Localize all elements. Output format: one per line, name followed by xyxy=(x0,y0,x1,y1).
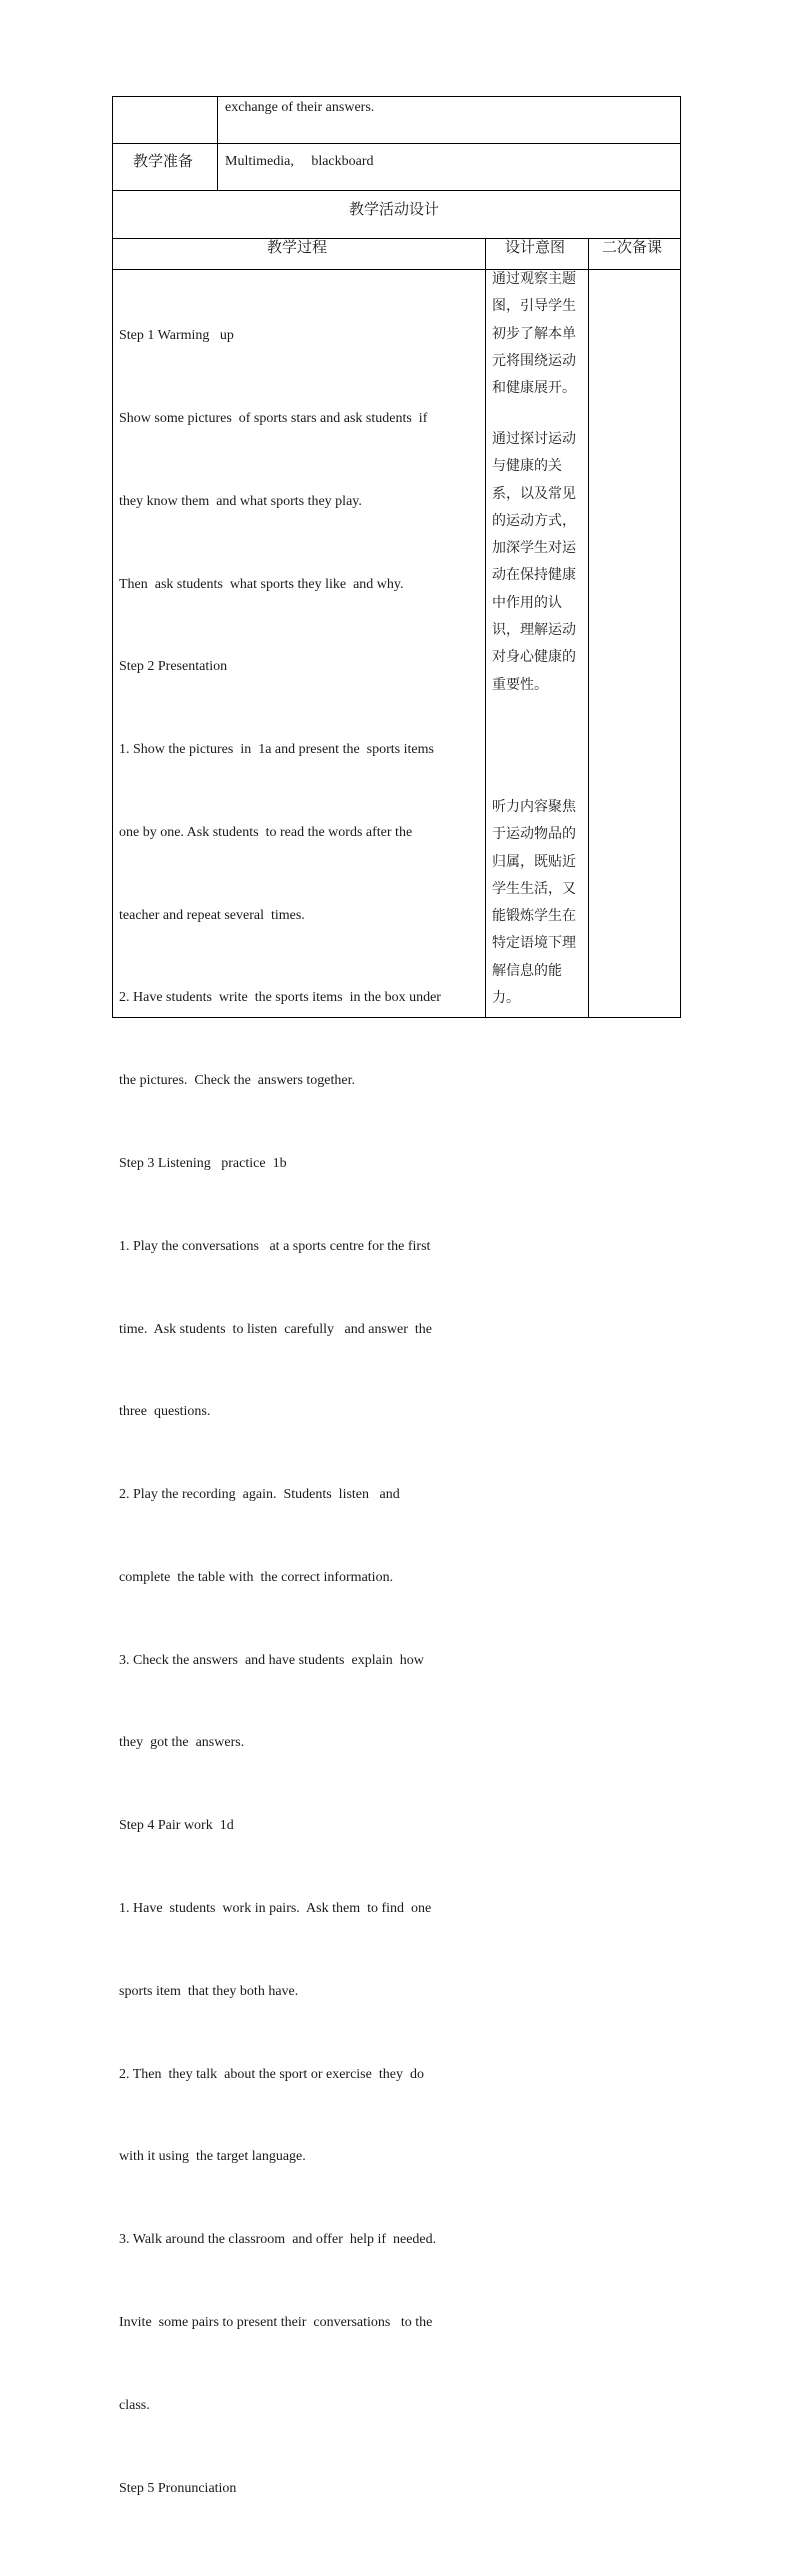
intent-line: 系，以及常见 xyxy=(492,485,576,502)
process-line: sports item that they both have. xyxy=(119,1983,299,1999)
label-column-divider xyxy=(217,96,218,191)
intent-line: 和健康展开。 xyxy=(492,380,576,397)
intent-line: 学生生活，又 xyxy=(492,880,576,897)
process-cell xyxy=(119,267,441,2557)
process-line: three questions. xyxy=(119,1404,211,1420)
intent-line: 重要性。 xyxy=(492,676,548,693)
intent-line: 对身心健康的 xyxy=(492,649,576,666)
process-line: 2. Play the recording again. Students listen and xyxy=(119,1487,400,1503)
intent-line: 初步了解本单 xyxy=(492,325,576,342)
preparation-label: 教学准备 xyxy=(133,152,194,170)
process-line: with it using the target language. xyxy=(119,2149,306,2165)
intent-line: 加深学生对运 xyxy=(492,540,576,557)
table-border-top xyxy=(112,96,681,97)
process-line: one by one. Ask students to read the words after the xyxy=(119,824,413,840)
second-prep-cell xyxy=(589,270,680,1017)
process-line: Show some pictures of sports stars and ask students if xyxy=(119,410,428,426)
process-line: Step 1 Warming up xyxy=(119,328,234,344)
intent-block-2 xyxy=(492,426,576,699)
process-line: 3. Check the answers and have students explain how xyxy=(119,1652,424,1668)
row-divider-objective xyxy=(112,143,681,144)
process-line: 1. Show the pictures in 1a and present the sports items xyxy=(119,742,434,758)
table-border-right xyxy=(680,96,681,1018)
intent-line: 的运动方式， xyxy=(492,512,576,529)
intent-line: 图，引导学生 xyxy=(492,298,576,315)
intent-line: 力。 xyxy=(492,990,520,1007)
column-header-process: 教学过程 xyxy=(267,238,328,256)
process-column-divider xyxy=(485,238,486,1018)
table-border-left xyxy=(112,96,113,1018)
process-line: they got the answers. xyxy=(119,1735,245,1751)
process-line: 1. Play the conversations at a sports centre for the first xyxy=(119,1238,431,1254)
intent-line: 通过观察主题 xyxy=(492,271,576,287)
process-line: time. Ask students to listen carefully and answer the xyxy=(119,1321,432,1337)
intent-line: 元将围绕运动 xyxy=(492,352,576,369)
intent-line: 与健康的关 xyxy=(492,458,562,475)
column-header-second-prep: 二次备课 xyxy=(602,238,663,256)
process-line: complete the table with the correct information. xyxy=(119,1569,394,1585)
process-line: Step 5 Pronunciation xyxy=(119,2480,237,2496)
column-header-intent: 设计意图 xyxy=(505,238,566,256)
process-line: 2. Then they talk about the sport or exercise they do xyxy=(119,2066,424,2082)
objective-continuation-text: exchange of their answers. xyxy=(225,100,375,115)
section-title: 教学活动设计 xyxy=(349,200,440,218)
process-line: 1. Have students work in pairs. Ask them to find one xyxy=(119,1901,432,1917)
intent-line: 归属，既贴近 xyxy=(492,853,576,870)
process-line: 2. Have students write the sports items in the box under xyxy=(119,990,441,1006)
intent-line: 识，理解运动 xyxy=(492,622,576,639)
process-line: the pictures. Check the answers together. xyxy=(119,1073,355,1089)
intent-line: 于运动物品的 xyxy=(492,826,576,843)
row-divider-preparation xyxy=(112,190,681,191)
intent-line: 动在保持健康 xyxy=(492,567,576,584)
intent-line: 听力内容聚焦 xyxy=(492,799,576,815)
intent-line: 通过探讨运动 xyxy=(492,431,576,447)
process-line: Then ask students what sports they like and why. xyxy=(119,576,404,592)
process-line: Step 2 Presentation xyxy=(119,659,228,675)
process-line: Step 3 Listening practice 1b xyxy=(119,1156,287,1171)
row-divider-section-title xyxy=(112,238,681,239)
process-line: teacher and repeat several times. xyxy=(119,907,305,923)
intent-line: 解信息的能 xyxy=(492,962,562,979)
intent-block-3 xyxy=(492,794,576,1012)
process-line: class. xyxy=(119,2397,150,2413)
intent-line: 中作用的认 xyxy=(492,594,562,611)
intent-line: 特定语境下理 xyxy=(492,935,576,952)
process-line: Step 4 Pair work 1d xyxy=(119,1818,234,1834)
process-line: Invite some pairs to present their conversations to the xyxy=(119,2314,433,2330)
process-line: they know them and what sports they play. xyxy=(119,493,362,509)
intent-block-1 xyxy=(492,266,576,402)
process-line: 3. Walk around the classroom and offer help if needed. xyxy=(119,2232,437,2248)
intent-line: 能锻炼学生在 xyxy=(492,908,576,925)
preparation-value: Multimedia, blackboard xyxy=(225,154,374,169)
